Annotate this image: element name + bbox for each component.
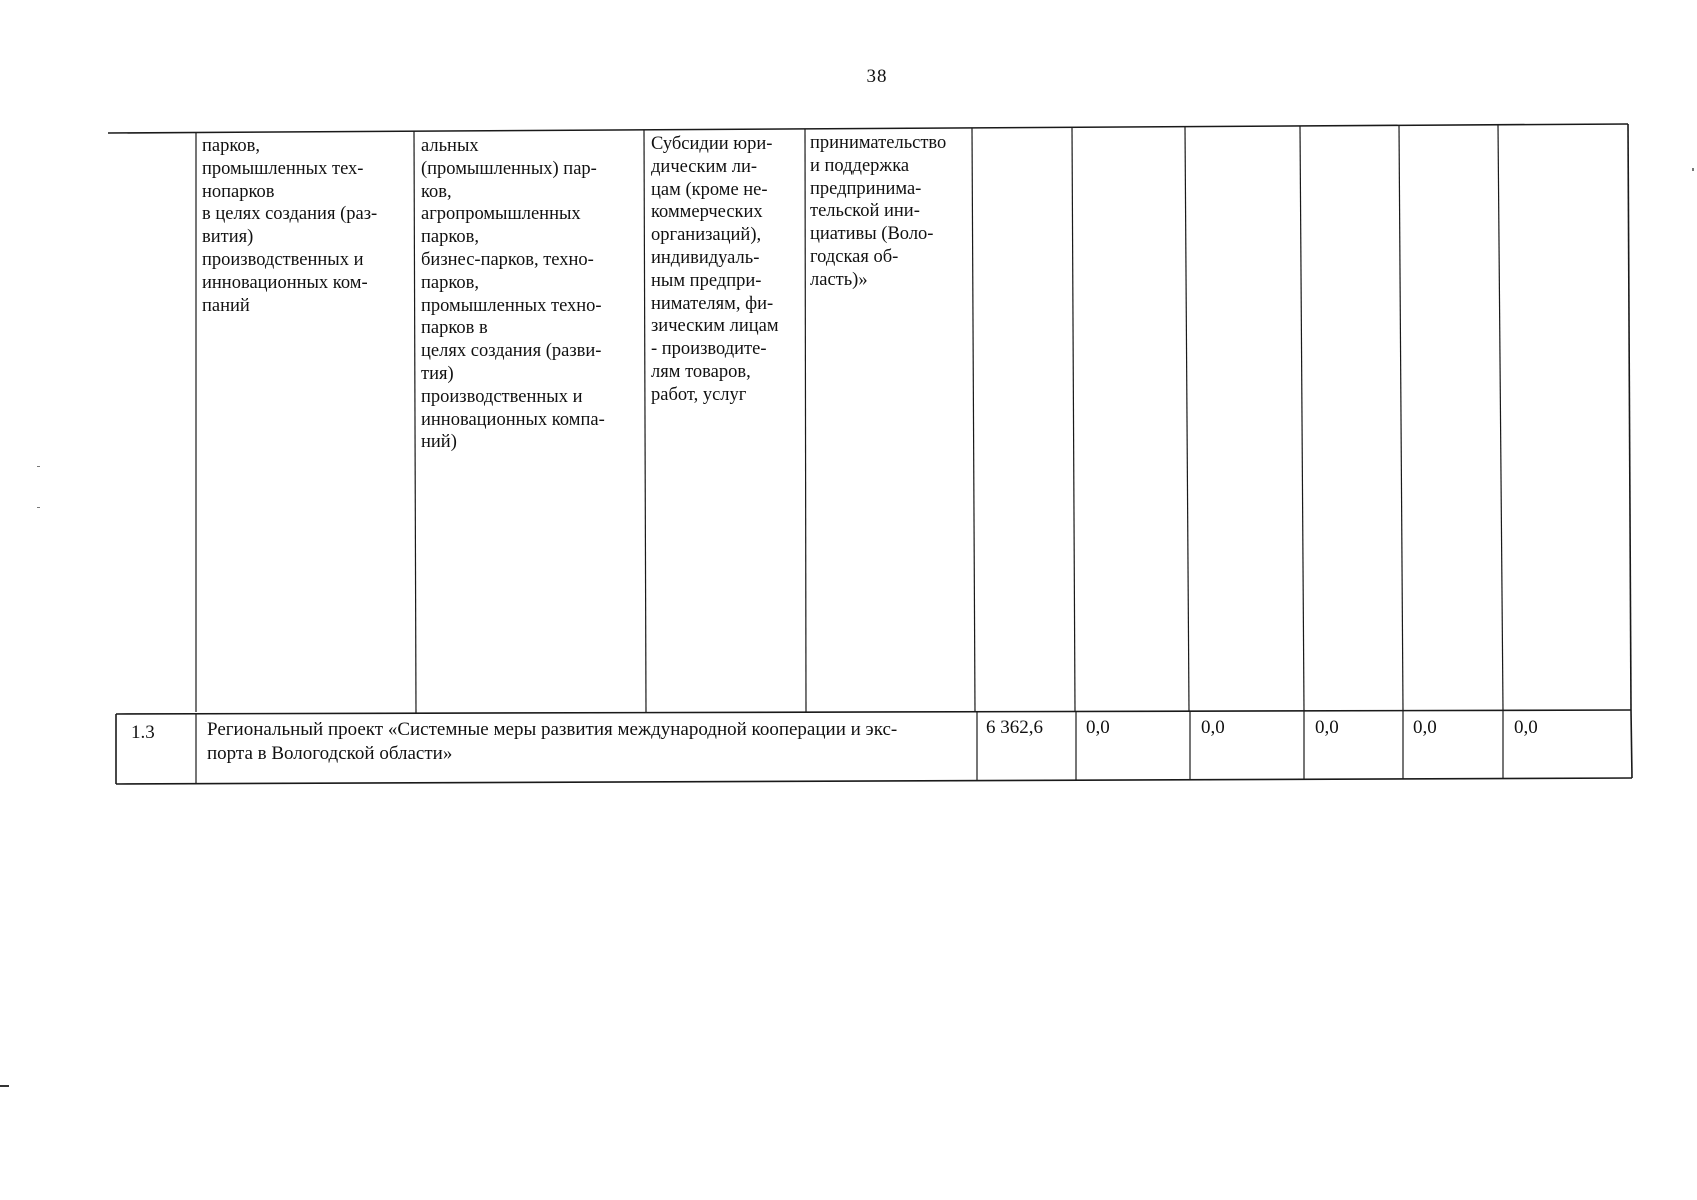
row-1-3-title: Региональный проект «Системные меры развития международной кооперации и экс- порта в Вологодской области» [207, 719, 898, 764]
scan-mark [1692, 168, 1694, 171]
scan-mark [0, 1085, 9, 1087]
continued-cell-program: принимательство и поддержка предпринима- тельской ини- циативы (Воло- годская об- ласть)» [810, 133, 947, 290]
continued-cell-purpose: альных (промышленных) пар- ков, агропромышленных парков, бизнес-парков, техно- парков, промышленных техно- парков в целях создания (разви- тия) производственных и инновационных компа- ний) [421, 136, 605, 453]
continued-cell-object: парков, промышленных тех- нопарков в целях создания (раз- вития) производственных и инновационных ком- паний [202, 136, 378, 316]
scan-mark [37, 466, 40, 467]
row-1-3-value-4: 0,0 [1315, 717, 1339, 738]
continued-cell-expense-type: Субсидии юри- дическим ли- цам (кроме не- коммерческих организаций), индивидуаль- ным предпри- нимателям, фи- зическим лицам - производите- лям товаров, работ, услуг [651, 134, 779, 405]
page-number: 38 [866, 66, 888, 87]
row-1-3-value-total: 6 362,6 [986, 717, 1043, 738]
row-1-3-value-2: 0,0 [1086, 717, 1110, 738]
row-1-3-value-6: 0,0 [1514, 717, 1538, 738]
row-1-3-value-5: 0,0 [1413, 717, 1437, 738]
row-1-3-value-3: 0,0 [1201, 717, 1225, 738]
row-1-3-number: 1.3 [131, 722, 155, 743]
scan-mark [37, 507, 40, 508]
